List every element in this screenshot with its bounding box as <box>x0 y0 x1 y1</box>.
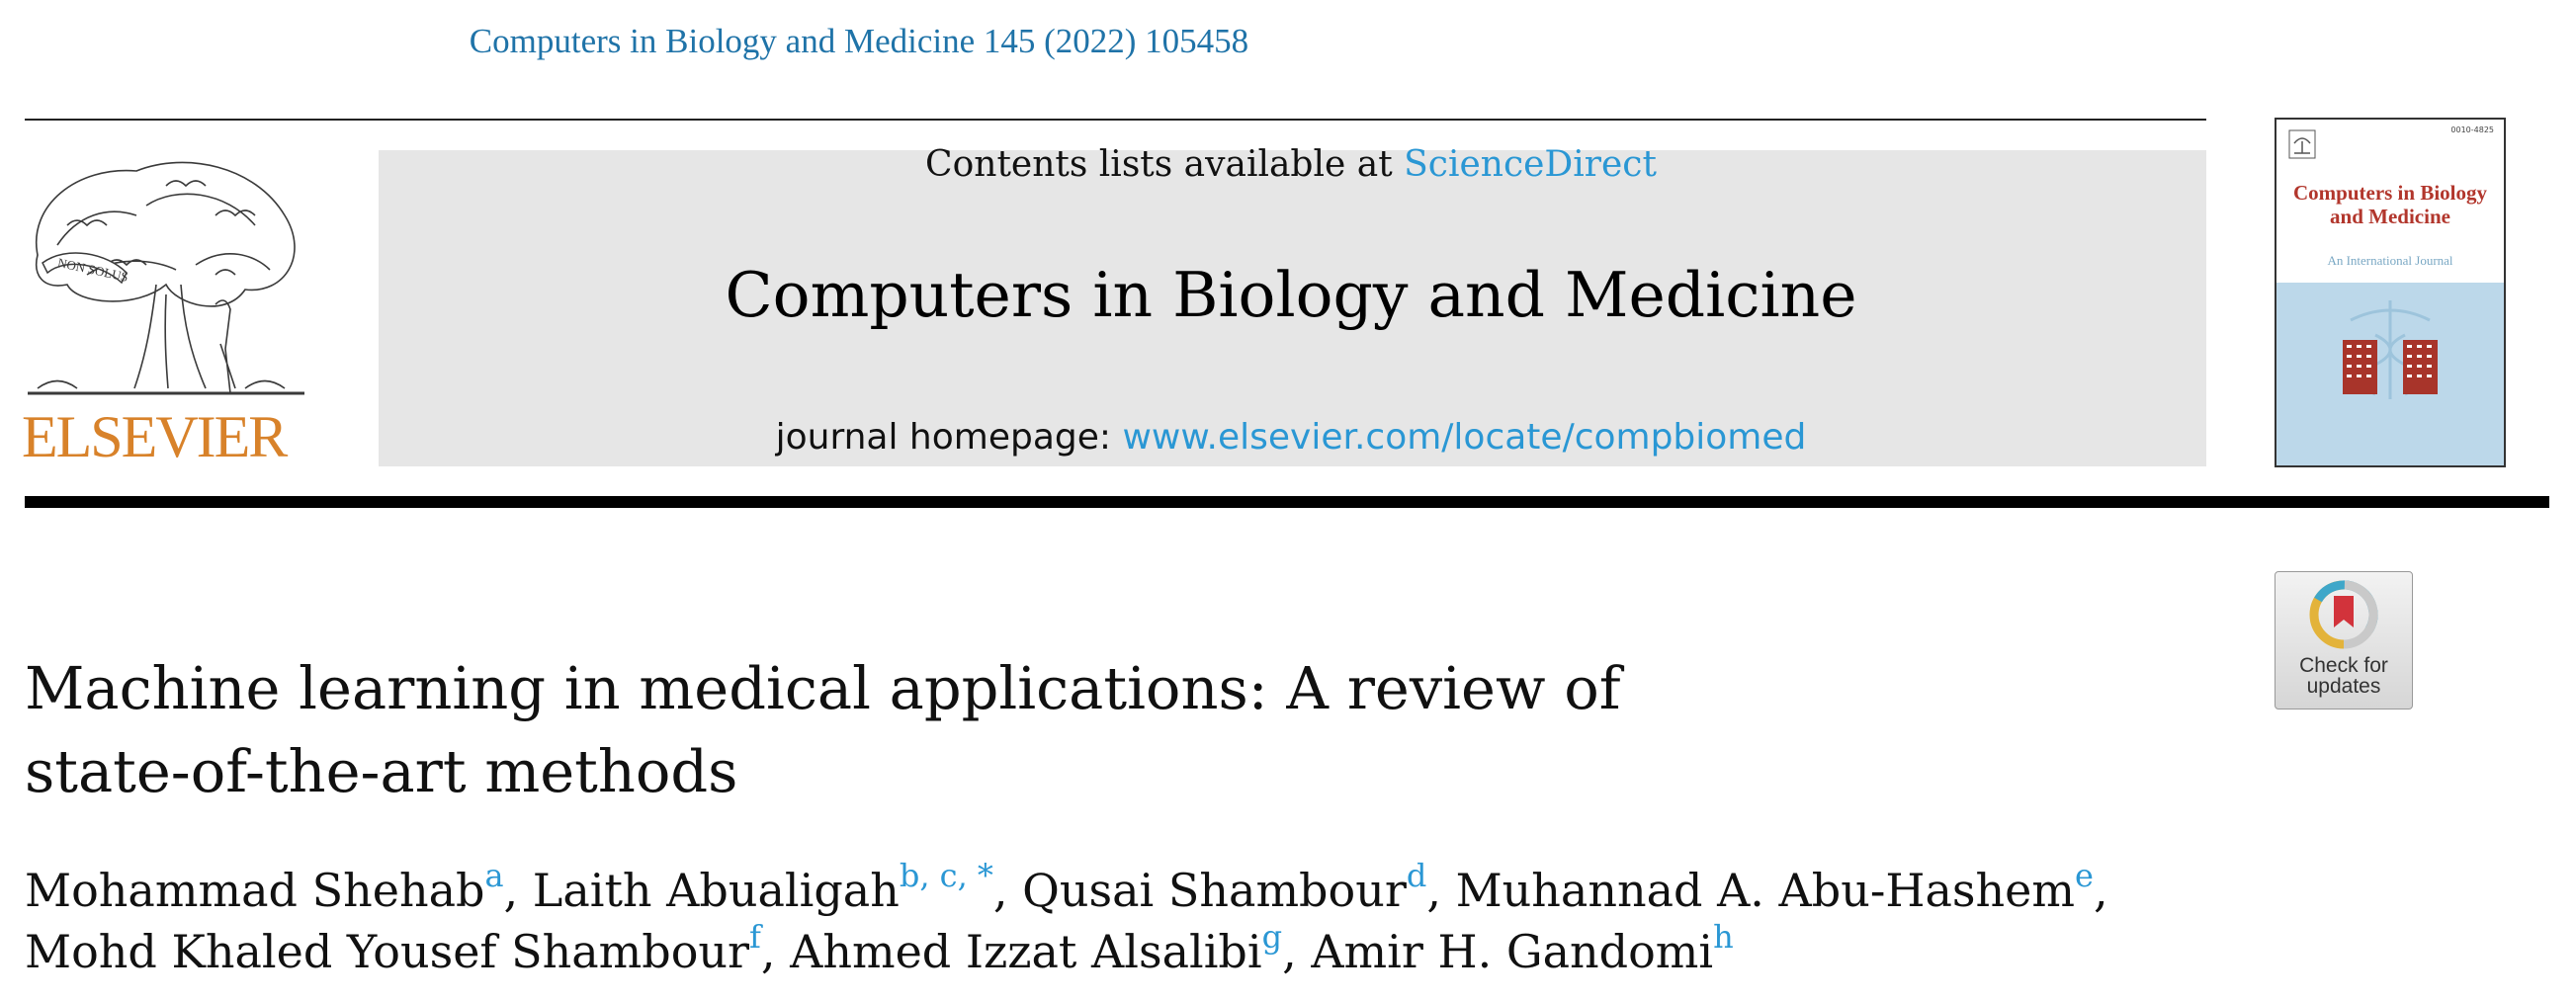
header-thick-divider <box>25 496 2549 508</box>
homepage-line <box>0 417 2576 458</box>
cover-elsevier-icon <box>2288 129 2316 159</box>
author-separator: , <box>992 864 1023 917</box>
journal-title: Computers in Biology and Medicine <box>725 259 1857 331</box>
author-separator: , <box>2093 864 2108 917</box>
logo-motto: NON SOLUS <box>55 255 130 285</box>
author-separator: , <box>1282 925 1312 978</box>
check-for-updates-button[interactable] <box>2275 571 2413 710</box>
author-separator: , <box>503 864 533 917</box>
affiliation-link[interactable]: d <box>1406 857 1427 894</box>
cover-title <box>2276 181 2504 228</box>
affiliation-link[interactable]: f <box>749 918 761 956</box>
author-line-2 <box>25 918 2298 982</box>
author-name: Mohd Khaled Yousef Shambour <box>25 925 750 978</box>
article-title <box>25 647 1903 813</box>
author-name: Ahmed Izzat Alsalibi <box>790 925 1262 978</box>
contents-prefix: Contents lists available at <box>925 144 1405 185</box>
journal-homepage-link[interactable]: www.elsevier.com/locate/compbiomed <box>1122 417 1807 458</box>
author-name: Qusai Shambour <box>1022 864 1407 917</box>
sciencedirect-link[interactable]: ScienceDirect <box>1404 144 1657 185</box>
check-label-line1: Check for <box>2299 654 2388 677</box>
author-separator: , <box>1426 864 1456 917</box>
cover-title-line1: Computers in Biology <box>2292 181 2487 205</box>
author-line-1 <box>25 857 2298 921</box>
homepage-prefix: journal homepage: <box>775 417 1123 458</box>
contents-line <box>0 144 2576 185</box>
author-list <box>25 857 2298 982</box>
article-title-line1: Machine learning in medical applications: A review of <box>25 654 1621 722</box>
crossmark-icon <box>2307 578 2380 651</box>
affiliation-link[interactable]: e <box>2075 857 2094 894</box>
publisher-name: ELSEVIER <box>22 404 287 469</box>
journal-reference-link[interactable]: Computers in Biology and Medicine 145 (2022) 105458 <box>469 22 1249 60</box>
author-name: Muhannad A. Abu-Hashem <box>1455 864 2075 917</box>
top-divider <box>25 119 2206 121</box>
affiliation-link[interactable]: a <box>484 857 504 894</box>
author-name: Mohammad Shehab <box>25 864 485 917</box>
journal-cover-thumbnail[interactable] <box>2275 118 2506 467</box>
cover-issn: 0010-4825 <box>2450 125 2494 134</box>
affiliation-link[interactable]: g <box>1261 918 1283 956</box>
author-name: Laith Abualigah <box>532 864 900 917</box>
check-for-updates-label <box>2275 655 2412 697</box>
affiliation-link[interactable]: b, c, * <box>899 857 993 894</box>
article-title-line2: state-of-the-art methods <box>25 737 738 805</box>
cover-subtitle: An International Journal <box>2327 253 2453 268</box>
caduceus-icon <box>2331 295 2449 404</box>
affiliation-link[interactable]: h <box>1713 918 1734 956</box>
cover-title-line2: and Medicine <box>2330 205 2450 228</box>
check-label-line2: updates <box>2306 675 2381 698</box>
author-separator: , <box>760 925 791 978</box>
author-name: Amir H. Gandomi <box>1311 925 1714 978</box>
